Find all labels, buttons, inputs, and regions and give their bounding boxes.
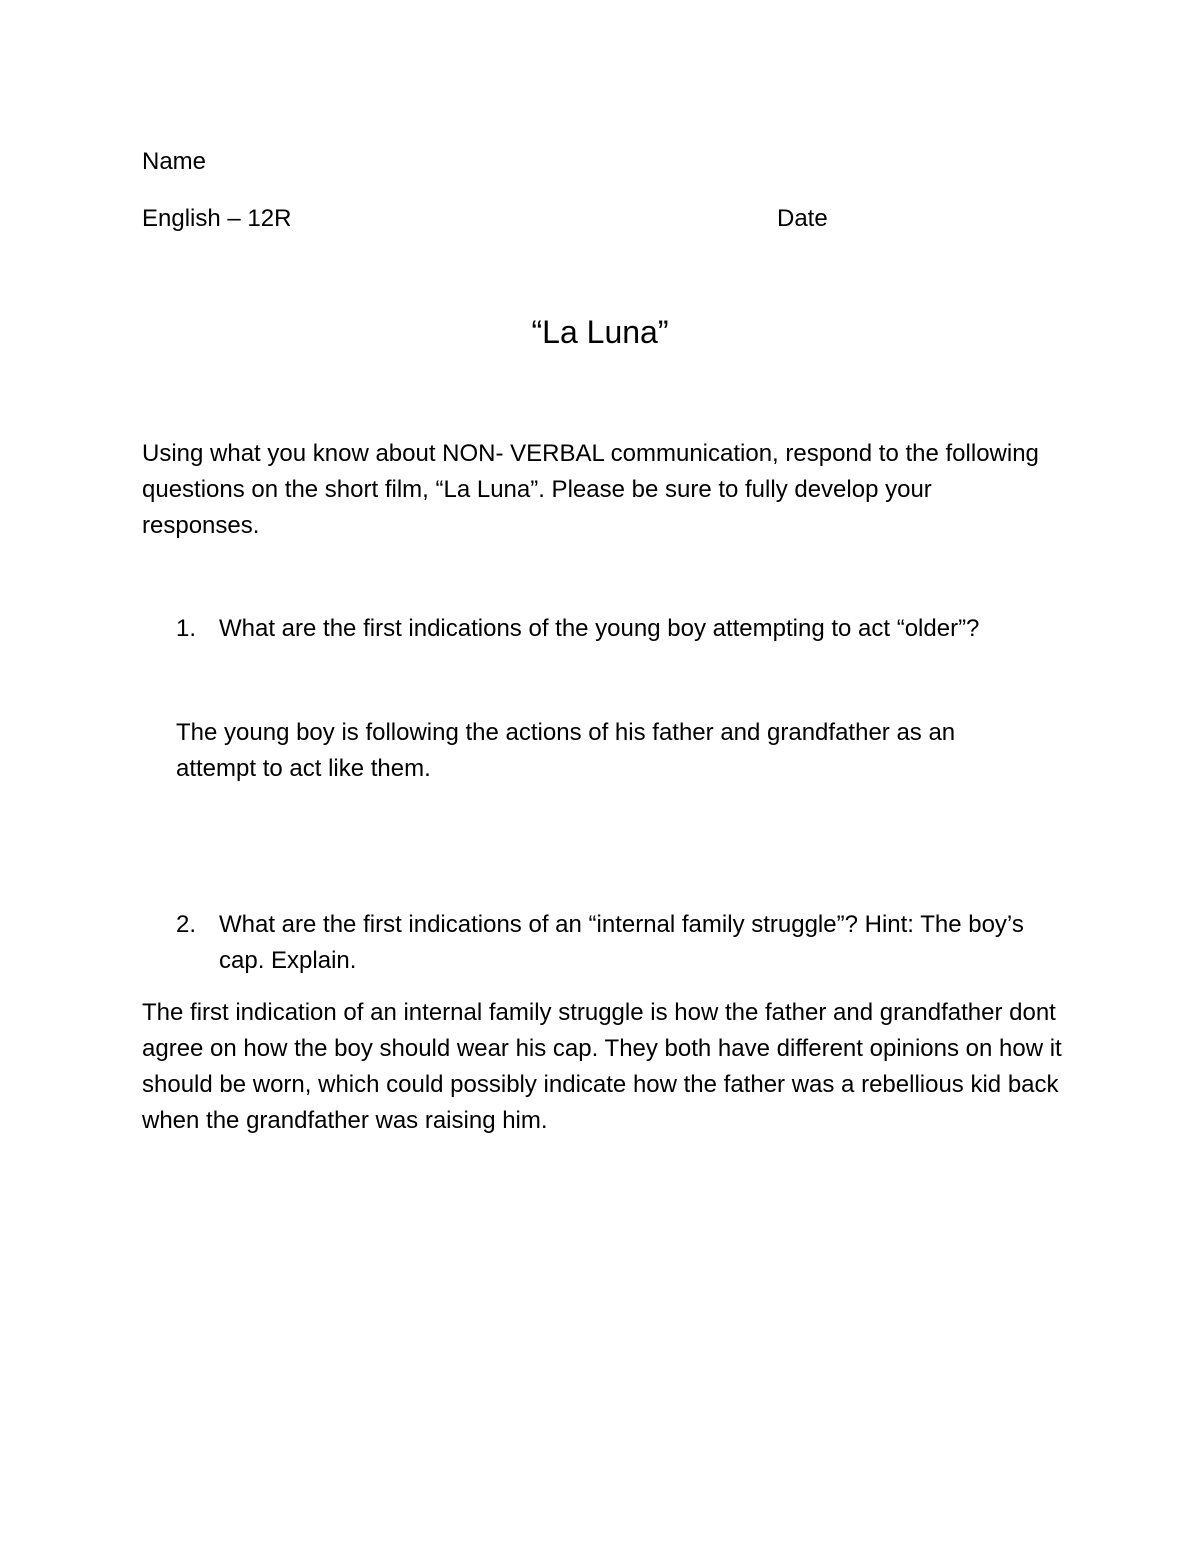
question-1 xyxy=(176,611,1056,651)
document-title: “La Luna” xyxy=(531,314,669,350)
answer-2: The first indication of an internal family struggle is how the father and grandfather dont agree on how the boy should wear his cap. They both have different opinions on how it should be worn, which could possibly indicate how the father was a rebellious kid back when the grandfather was raising him. xyxy=(142,999,1062,1134)
course-label: English – 12R xyxy=(142,205,292,232)
question-text: What are the first indications of an “internal family struggle”? Hint: The boy’s cap. Explain. xyxy=(219,911,1024,974)
date-label: Date xyxy=(777,205,828,232)
question-number: 1. xyxy=(176,615,197,642)
answer-1: The young boy is following the actions of his father and grandfather as an attempt to act like them. xyxy=(176,719,956,782)
instructions-paragraph: Using what you know about NON- VERBAL communication, respond to the following questions on the short film, “La Luna”. Please be sure to fully develop your responses. xyxy=(142,440,1039,539)
question-2 xyxy=(176,907,1056,983)
question-number: 2. xyxy=(176,911,197,938)
question-text: What are the first indications of the young boy attempting to act “older”? xyxy=(219,615,980,642)
name-label: Name xyxy=(142,148,207,175)
